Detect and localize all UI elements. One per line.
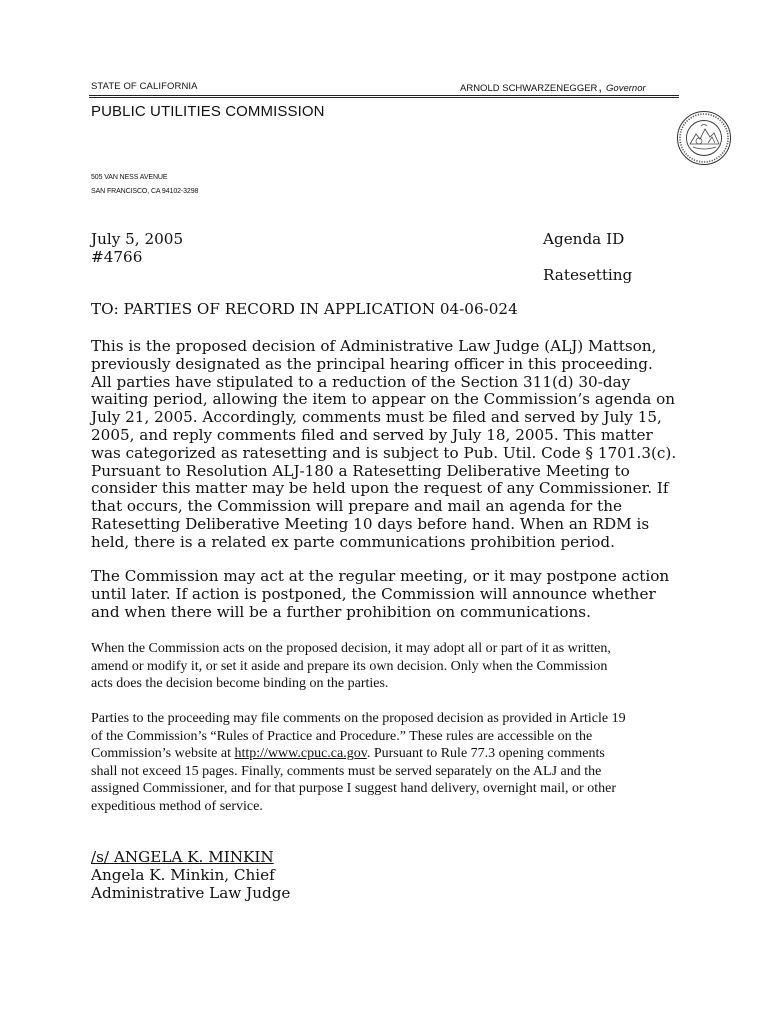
agency-name: PUBLIC UTILITIES COMMISSION xyxy=(91,103,325,120)
body-paragraph-4 xyxy=(91,710,681,816)
address-line2: SAN FRANCISCO, CA 94102-3298 xyxy=(91,188,199,195)
signer-title: Administrative Law Judge xyxy=(91,884,291,902)
letter-date: July 5, 2005 xyxy=(91,230,184,248)
governor-name: ARNOLD SCHWARZENEGGER xyxy=(460,83,598,94)
body-paragraph-2: The Commission may act at the regular meeting, or it may postpone action until later. If action is postponed, the Commission will announce whether and when there will be a further prohibition on communications. xyxy=(91,567,670,621)
signer-name: Angela K. Minkin, Chief xyxy=(91,866,275,884)
proceeding-type: Ratesetting xyxy=(543,266,633,284)
addressee-line: TO: PARTIES OF RECORD IN APPLICATION 04-06-024 xyxy=(91,300,518,318)
para4-text-end: . Pursuant to Rule 77.3 opening comments shall not exceed 15 pages. Finally, comments must be served separately on the ALJ and the assigned Commissioner, and for that purpose I suggest hand delivery, overnight mail, or other expeditious method of service. xyxy=(91,746,616,814)
body-paragraph-1: This is the proposed decision of Administrative Law Judge (ALJ) Mattson, previously designated as the principal hearing officer in this proceeding. All parties have stipulated to a reduction of the Section 311(d) 30-day waiting period, allowing the item to appear on the Commission’s agenda on July 21, 2005. Accordingly, comments must be filed and served by July 15, 2005, and reply comments filed and served by July 18, 2005. This matter was categorized as ratesetting and is subject to Pub. Util. Code § 1701.3(c). Pursuant to Resolution ALJ-180 a Ratesetting Deliberative Meeting to consider this matter may be held upon the request of any Commissioner. If that occurs, the Commission will prepare and mail an agenda for the Ratesetting Deliberative Meeting 10 days before hand. When an RDM is held, there is a related ex parte communications prohibition period. xyxy=(91,337,677,551)
header-divider xyxy=(89,95,679,98)
state-seal-icon xyxy=(676,110,732,166)
address-line1: 505 VAN NESS AVENUE xyxy=(91,174,168,181)
signature-line: /s/ ANGELA K. MINKIN xyxy=(91,848,274,866)
agenda-number: #4766 xyxy=(91,248,143,266)
header-state: STATE OF CALIFORNIA xyxy=(91,81,198,92)
cpuc-website-link[interactable]: http://www.cpuc.ca.gov xyxy=(234,746,367,762)
agenda-label: Agenda ID xyxy=(543,230,625,248)
governor-separator: , xyxy=(598,79,603,94)
governor-title: Governor xyxy=(606,83,646,94)
para4-text-start: Parties to the proceeding may file comments on the proposed decision as provided in Article 19 of the Commission’s “Rules of Practice and Procedure.” These rules are accessible on the Commission’s website at xyxy=(91,711,626,762)
body-paragraph-3: When the Commission acts on the proposed decision, it may adopt all or part of it as written, amend or modify it, or set it aside and prepare its own decision. Only when the Commission acts does the decision become binding on the parties. xyxy=(91,641,611,692)
header-governor xyxy=(460,79,646,94)
